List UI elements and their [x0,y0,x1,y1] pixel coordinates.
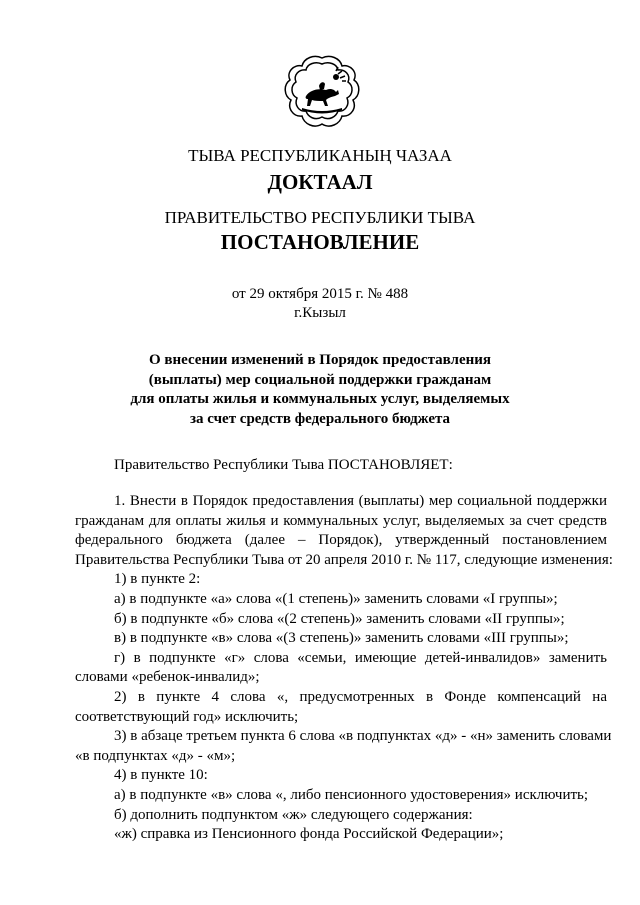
body-line: 2) в пункте 4 слова «, предусмотренных в Фонде компенсаций на [114,688,607,705]
coat-of-arms-icon [282,52,362,132]
title-line: О внесении изменений в Порядок предоставления [148,352,492,368]
body-line: в) в подпункте «в» слова «(3 степень)» заменить словами «III группы»; [114,630,569,647]
title-line: (выплаты) мер социальной поддержки гражданам [148,371,492,388]
decree-title [0,351,640,429]
body-line: соответствующий год» исключить; [75,708,299,725]
body-line: 1) в пункте 2: [114,571,201,588]
header-decree: ПОСТАНОВЛЕНИЕ [220,230,420,254]
intro-paragraph: Правительство Республики Тыва ПОСТАНОВЛЯЕТ: [114,457,453,473]
body-line: «ж) справка из Пенсионного фонда Российской Федерации»; [114,826,504,843]
decree-body [75,492,613,845]
header-government: ПРАВИТЕЛЬСТВО РЕСПУБЛИКИ ТЫВА [164,208,476,227]
decree-city: г.Кызыл [294,305,346,321]
body-line: «в подпунктах «д» - «м»; [75,747,236,764]
body-line: гражданам для оплаты жилья и коммунальных услуг, выделяемых за счет средств [75,512,607,529]
body-line: 4) в пункте 10: [114,767,208,784]
header-doktaal: ДОКТААЛ [267,170,373,194]
body-line: федерального бюджета (далее – Порядок), утвержденный постановлением [75,532,607,549]
body-line: а) в подпункте «а» слова «(1 степень)» заменить словами «I группы»; [114,590,558,607]
body-line: 1. Внести в Порядок предоставления (выплаты) мер социальной поддержки [114,493,607,509]
body-line: 3) в абзаце третьем пункта 6 слова «в подпунктах «д» - «н» заменить словами [114,728,612,745]
body-line: г) в подпункте «г» слова «семьи, имеющие детей-инвалидов» заменить [114,649,607,666]
title-line: за счет средств федерального бюджета [189,410,451,427]
body-line: словами «ребенок-инвалид»; [75,669,260,686]
header-tuva-government: ТЫВА РЕСПУБЛИКАНЫҢ ЧАЗАА [188,146,452,165]
decree-date: от 29 октября 2015 г. № 488 [231,286,409,302]
body-line: б) в подпункте «б» слова «(2 степень)» заменить словами «II группы»; [114,610,565,627]
body-line: а) в подпункте «в» слова «, либо пенсионного удостоверения» исключить; [114,786,589,803]
body-line: Правительства Республики Тыва от 20 апреля 2010 г. № 117, следующие изменения: [75,551,613,568]
body-line: б) дополнить подпунктом «ж» следующего содержания: [114,806,473,823]
title-line: для оплаты жилья и коммунальных услуг, выделяемых [130,391,510,407]
